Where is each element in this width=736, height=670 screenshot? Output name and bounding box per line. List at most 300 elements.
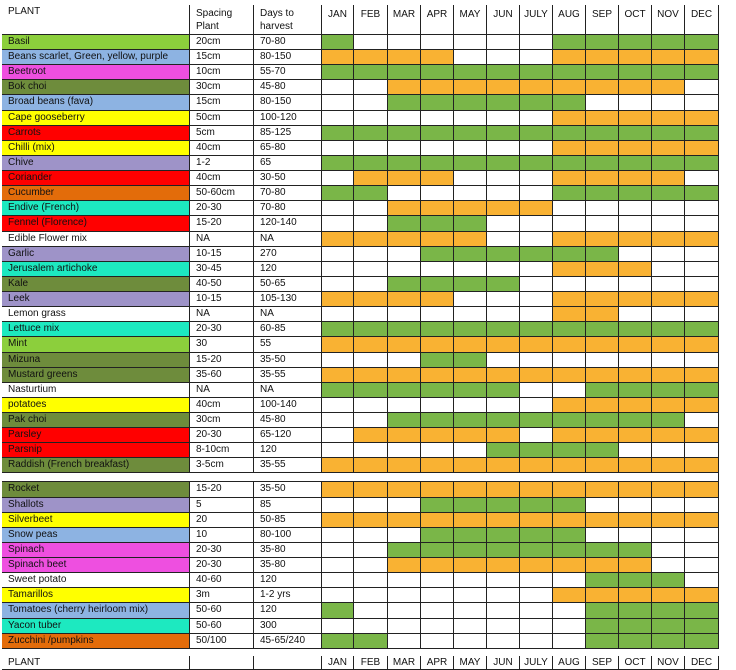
month-cell-may [454,141,487,156]
month-cell-may [454,413,487,428]
month-cell-nov [652,247,685,262]
month-cell-oct [619,277,652,292]
month-cell-dec [685,216,719,232]
month-cell-nov [652,368,685,383]
month-cell-jun [487,368,520,383]
spacing-cell: 3-5cm [190,458,254,473]
days-to-harvest-cell: 85-125 [254,126,322,141]
days-to-harvest-cell: 270 [254,247,322,262]
month-cell-aug [553,603,586,619]
month-cell-aug [553,307,586,322]
days-to-harvest-cell: NA [254,307,322,322]
month-cell-dec [685,80,719,95]
month-cell-aug [553,458,586,473]
month-cell-nov [652,513,685,528]
month-cell-july [520,322,553,337]
month-cell-oct [619,543,652,558]
month-cell-apr [421,428,454,443]
month-cell-oct [619,80,652,95]
month-cell-jan [322,322,354,337]
month-cell-feb [354,482,388,498]
month-cell-aug [553,216,586,232]
month-cell-jan [322,95,354,111]
month-cell-dec [685,35,719,50]
spacing-cell: 5cm [190,126,254,141]
month-cell-july [520,588,553,603]
month-cell-feb [354,443,388,458]
month-cell-aug [553,156,586,171]
spacing-cell: 20 [190,513,254,528]
plant-name-cell: Sweet potato [2,573,190,588]
month-cell-feb [354,528,388,543]
days-to-harvest-cell: 45-80 [254,413,322,428]
month-cell-may [454,428,487,443]
month-cell-mar [388,111,421,126]
plant-name-cell: Shallots [2,498,190,513]
month-cell-aug [553,171,586,186]
month-cell-apr [421,247,454,262]
footer-month-header-mar: MAR [388,656,421,670]
month-cell-apr [421,80,454,95]
month-header-aug: AUG [553,5,586,35]
month-cell-july [520,528,553,543]
month-cell-dec [685,558,719,573]
month-cell-aug [553,353,586,368]
month-cell-apr [421,543,454,558]
month-cell-mar [388,35,421,50]
month-cell-mar [388,588,421,603]
month-cell-aug [553,428,586,443]
month-cell-sep [586,383,619,398]
month-cell-nov [652,201,685,216]
month-cell-oct [619,498,652,513]
days-to-harvest-cell: 35-80 [254,558,322,573]
month-cell-mar [388,603,421,619]
days-to-harvest-cell: 105-130 [254,292,322,307]
month-cell-aug [553,111,586,126]
days-to-harvest-cell: 65-120 [254,428,322,443]
spacing-cell: 50/100 [190,634,254,649]
month-cell-jan [322,126,354,141]
month-cell-may [454,543,487,558]
month-cell-jun [487,307,520,322]
days-to-harvest-cell: 35-50 [254,482,322,498]
plant-name-cell: Zucchini /pumpkins [2,634,190,649]
days-to-harvest-cell: NA [254,383,322,398]
month-cell-oct [619,292,652,307]
month-cell-jan [322,262,354,277]
month-cell-mar [388,558,421,573]
month-cell-feb [354,498,388,513]
month-cell-aug [553,543,586,558]
spacing-cell: 15cm [190,95,254,111]
month-cell-aug [553,443,586,458]
spacing-cell: 40-60 [190,573,254,588]
month-cell-feb [354,216,388,232]
footer-month-header-nov: NOV [652,656,685,670]
month-cell-sep [586,513,619,528]
month-cell-apr [421,588,454,603]
month-cell-jan [322,201,354,216]
spacing-cell: 30 [190,337,254,353]
month-cell-oct [619,307,652,322]
plant-name-cell: Spinach [2,543,190,558]
spacing-cell: 30cm [190,80,254,95]
days-to-harvest-cell: 35-50 [254,353,322,368]
month-cell-july [520,111,553,126]
month-cell-jun [487,277,520,292]
month-cell-jan [322,156,354,171]
spacing-cell: 15-20 [190,353,254,368]
month-cell-jun [487,573,520,588]
month-cell-sep [586,247,619,262]
plant-name-cell: Mustard greens [2,368,190,383]
month-cell-dec [685,383,719,398]
month-cell-nov [652,337,685,353]
days-to-harvest-cell: 300 [254,619,322,634]
month-cell-sep [586,232,619,247]
month-cell-mar [388,156,421,171]
month-cell-jun [487,337,520,353]
month-cell-apr [421,65,454,80]
month-cell-dec [685,482,719,498]
month-cell-sep [586,368,619,383]
month-cell-dec [685,398,719,413]
month-cell-dec [685,603,719,619]
month-cell-jun [487,232,520,247]
month-cell-mar [388,543,421,558]
plant-column-header: PLANT [2,5,190,35]
plant-name-cell: Cape gooseberry [2,111,190,126]
month-cell-jun [487,201,520,216]
plant-name-cell: Tomatoes (cherry heirloom mix) [2,603,190,619]
month-cell-july [520,368,553,383]
month-cell-apr [421,619,454,634]
month-cell-jun [487,50,520,65]
month-cell-july [520,498,553,513]
month-cell-dec [685,307,719,322]
month-cell-dec [685,111,719,126]
month-cell-nov [652,413,685,428]
month-cell-mar [388,619,421,634]
footer-month-header-feb: FEB [354,656,388,670]
month-cell-jan [322,558,354,573]
plant-name-cell: Broad beans (fava) [2,95,190,111]
month-cell-apr [421,171,454,186]
month-cell-apr [421,558,454,573]
month-cell-jan [322,247,354,262]
days-to-harvest-cell: 65 [254,156,322,171]
plant-name-cell: Pak choi [2,413,190,428]
month-cell-nov [652,232,685,247]
month-cell-may [454,186,487,201]
month-cell-may [454,307,487,322]
month-cell-nov [652,111,685,126]
month-cell-may [454,619,487,634]
plant-name-cell: Parsley [2,428,190,443]
month-cell-feb [354,111,388,126]
month-cell-aug [553,126,586,141]
plant-name-cell: Parsnip [2,443,190,458]
plant-name-cell: Chive [2,156,190,171]
spacing-cell: 50-60 [190,619,254,634]
month-cell-sep [586,186,619,201]
month-cell-may [454,353,487,368]
month-cell-dec [685,186,719,201]
plant-name-cell: Coriander [2,171,190,186]
month-cell-may [454,201,487,216]
month-cell-aug [553,95,586,111]
month-cell-sep [586,65,619,80]
month-cell-sep [586,528,619,543]
month-cell-sep [586,50,619,65]
spacing-cell: 15-20 [190,216,254,232]
month-cell-apr [421,111,454,126]
month-cell-may [454,126,487,141]
month-cell-july [520,232,553,247]
plant-name-cell: Spinach beet [2,558,190,573]
month-cell-mar [388,277,421,292]
days-to-harvest-cell: 55-70 [254,65,322,80]
plant-name-cell: Beans scarlet, Green, yellow, purple [2,50,190,65]
month-cell-sep [586,558,619,573]
month-cell-aug [553,186,586,201]
month-cell-nov [652,50,685,65]
month-cell-may [454,65,487,80]
month-cell-jun [487,443,520,458]
month-cell-july [520,186,553,201]
month-cell-nov [652,603,685,619]
month-cell-july [520,171,553,186]
spacing-header-line1: Spacing [196,8,233,19]
month-cell-oct [619,558,652,573]
plant-name-cell: potatoes [2,398,190,413]
month-cell-mar [388,216,421,232]
month-cell-sep [586,337,619,353]
month-cell-oct [619,247,652,262]
month-cell-jun [487,383,520,398]
month-cell-aug [553,383,586,398]
month-cell-dec [685,368,719,383]
month-cell-oct [619,171,652,186]
days-to-harvest-cell: 35-80 [254,543,322,558]
month-cell-july [520,95,553,111]
month-cell-nov [652,216,685,232]
month-cell-jan [322,141,354,156]
month-cell-feb [354,543,388,558]
month-header-nov: NOV [652,5,685,35]
month-cell-apr [421,156,454,171]
month-cell-jun [487,216,520,232]
month-cell-nov [652,383,685,398]
month-cell-feb [354,603,388,619]
month-cell-dec [685,95,719,111]
month-cell-july [520,126,553,141]
month-cell-jan [322,513,354,528]
month-cell-dec [685,141,719,156]
month-cell-oct [619,156,652,171]
month-cell-july [520,443,553,458]
month-cell-oct [619,201,652,216]
month-cell-sep [586,35,619,50]
month-cell-oct [619,528,652,543]
month-cell-jun [487,528,520,543]
month-cell-aug [553,201,586,216]
month-header-july: JULY [520,5,553,35]
month-cell-may [454,513,487,528]
month-cell-oct [619,353,652,368]
month-cell-feb [354,619,388,634]
month-cell-july [520,413,553,428]
month-cell-may [454,171,487,186]
month-cell-oct [619,368,652,383]
month-cell-jan [322,634,354,649]
month-cell-sep [586,428,619,443]
month-cell-dec [685,428,719,443]
month-cell-mar [388,482,421,498]
month-cell-jun [487,95,520,111]
plant-name-cell: Rocket [2,482,190,498]
month-cell-apr [421,126,454,141]
days-to-harvest-cell: 80-150 [254,95,322,111]
month-cell-apr [421,262,454,277]
days-to-harvest-cell: 50-85 [254,513,322,528]
plant-name-cell: Chilli (mix) [2,141,190,156]
month-cell-apr [421,232,454,247]
month-cell-july [520,35,553,50]
month-cell-oct [619,398,652,413]
month-cell-jun [487,588,520,603]
month-cell-apr [421,50,454,65]
month-cell-sep [586,216,619,232]
month-header-jun: JUN [487,5,520,35]
month-cell-nov [652,80,685,95]
days-to-harvest-cell: 65-80 [254,141,322,156]
spacing-cell: 40cm [190,171,254,186]
month-cell-july [520,80,553,95]
month-cell-july [520,50,553,65]
month-cell-feb [354,277,388,292]
month-cell-jan [322,35,354,50]
month-cell-apr [421,353,454,368]
month-cell-oct [619,141,652,156]
month-cell-jan [322,458,354,473]
month-cell-oct [619,337,652,353]
month-cell-oct [619,588,652,603]
month-cell-apr [421,368,454,383]
month-cell-aug [553,634,586,649]
month-cell-feb [354,126,388,141]
month-cell-jun [487,498,520,513]
month-cell-apr [421,528,454,543]
month-cell-sep [586,413,619,428]
spacing-cell: 15cm [190,50,254,65]
plant-name-cell: Edible Flower mix [2,232,190,247]
month-cell-oct [619,186,652,201]
month-cell-may [454,80,487,95]
month-cell-apr [421,482,454,498]
month-cell-may [454,573,487,588]
month-cell-dec [685,292,719,307]
month-cell-aug [553,277,586,292]
days-to-harvest-cell: 50-65 [254,277,322,292]
month-cell-aug [553,528,586,543]
days-to-harvest-cell: 85 [254,498,322,513]
month-cell-dec [685,277,719,292]
plant-name-cell: Kale [2,277,190,292]
plant-name-cell: Tamarillos [2,588,190,603]
month-cell-nov [652,35,685,50]
month-cell-mar [388,171,421,186]
month-cell-oct [619,95,652,111]
month-cell-may [454,95,487,111]
month-cell-may [454,383,487,398]
month-cell-mar [388,307,421,322]
month-cell-dec [685,458,719,473]
month-cell-oct [619,603,652,619]
month-cell-may [454,292,487,307]
plant-name-cell: Cucumber [2,186,190,201]
month-cell-jun [487,603,520,619]
footer-month-header-apr: APR [421,656,454,670]
month-cell-dec [685,413,719,428]
days-header-line2: harvest [260,21,293,32]
plant-name-cell: Snow peas [2,528,190,543]
month-cell-jan [322,398,354,413]
month-cell-may [454,482,487,498]
plant-name-cell: Nasturtium [2,383,190,398]
month-cell-may [454,443,487,458]
month-cell-may [454,277,487,292]
spacing-cell: 5 [190,498,254,513]
month-cell-jan [322,111,354,126]
month-cell-apr [421,603,454,619]
month-cell-mar [388,50,421,65]
spacing-cell: 10 [190,528,254,543]
month-cell-july [520,292,553,307]
spacing-cell: NA [190,383,254,398]
spacing-cell: 1-2 [190,156,254,171]
month-cell-dec [685,201,719,216]
month-cell-jan [322,353,354,368]
month-cell-mar [388,322,421,337]
month-header-may: MAY [454,5,487,35]
days-to-harvest-cell: 80-150 [254,50,322,65]
month-cell-dec [685,65,719,80]
month-cell-mar [388,247,421,262]
plant-name-cell: Raddish (French breakfast) [2,458,190,473]
month-cell-mar [388,573,421,588]
month-cell-apr [421,458,454,473]
month-cell-sep [586,588,619,603]
month-cell-jun [487,353,520,368]
month-cell-nov [652,573,685,588]
month-cell-jan [322,443,354,458]
month-cell-mar [388,141,421,156]
month-cell-july [520,353,553,368]
days-to-harvest-cell: 100-120 [254,111,322,126]
month-cell-july [520,573,553,588]
month-cell-feb [354,513,388,528]
month-cell-jan [322,368,354,383]
spacing-cell: 20-30 [190,558,254,573]
days-to-harvest-cell: 55 [254,337,322,353]
month-cell-sep [586,619,619,634]
spacing-cell: 30-45 [190,262,254,277]
month-cell-oct [619,35,652,50]
month-cell-july [520,216,553,232]
month-cell-mar [388,413,421,428]
